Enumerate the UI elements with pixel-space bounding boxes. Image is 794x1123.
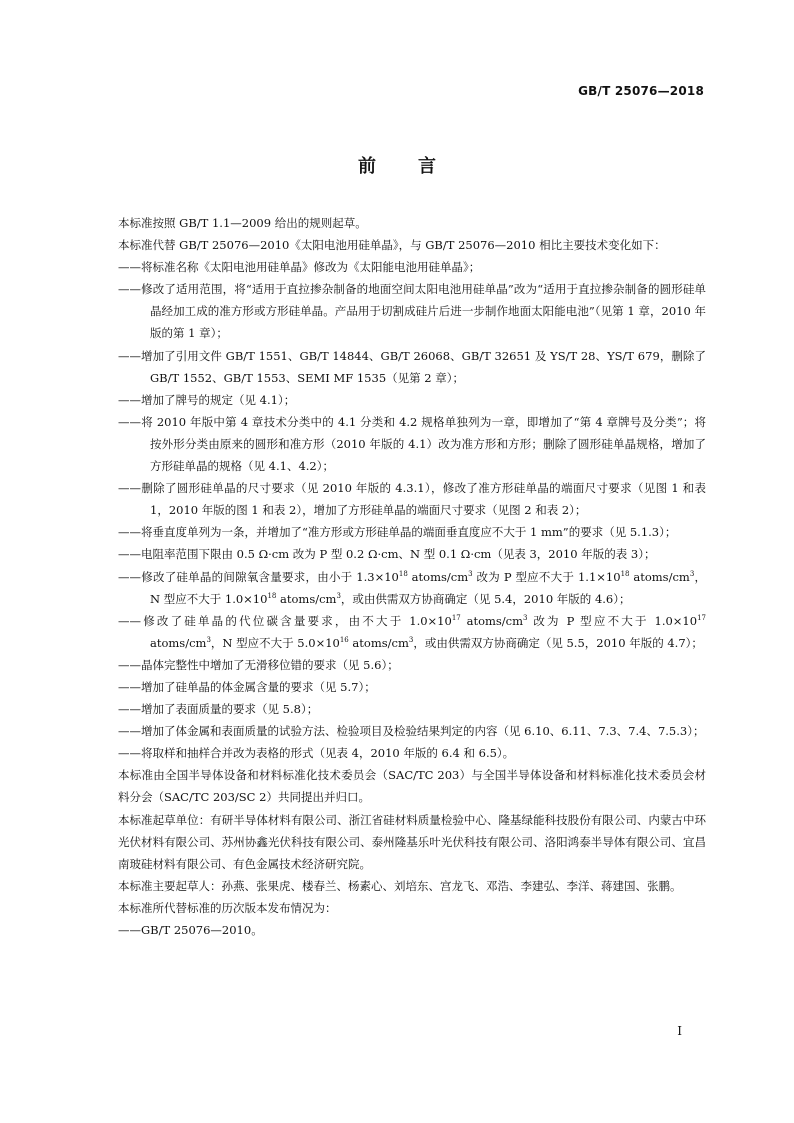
text: atoms/cm: [629, 569, 690, 584]
document-body: [118, 212, 706, 941]
text: atoms/cm: [150, 635, 207, 650]
list-item: ——修改了适用范围，将“适用于直拉掺杂制备的地面空间太阳电池用硅单晶”改为“适用于直拉掺杂制备的圆形硅单晶经加工成的准方形或方形硅单晶。产品用于切割成硅片后进一步制作地面太阳能电池”（见第 1 章，2010 年版的第 1 章）；: [118, 282, 706, 341]
exponent: 18: [620, 569, 630, 578]
list-item-history: ——GB/T 25076—2010。: [118, 923, 263, 937]
exponent: 3: [523, 613, 528, 622]
list-item: ——将取样和抽样合并改为表格的形式（见表 4，2010 年版的 6.4 和 6.5）。: [118, 746, 515, 761]
exponent: 3: [408, 635, 414, 644]
text: atoms/cm: [407, 569, 469, 584]
list-item: ——增加了硅单晶的体金属含量的要求（见 5.7）；: [118, 679, 376, 694]
list-item: ——将垂直度单列为一条，并增加了“准方形或方形硅单晶的端面垂直度应不大于 1 mm”的要求（见 5.1.3）；: [118, 525, 677, 540]
paragraph-history: 本标准所代替标准的历次版本发布情况为：: [118, 900, 337, 915]
text: atoms/cm: [348, 635, 409, 650]
text: atoms/cm: [460, 613, 524, 628]
list-item: ——增加了表面质量的要求（见 5.8）；: [118, 702, 319, 717]
text: ，或由供需双方协商确定（见 5.4，2010 年版的 4.6）；: [340, 591, 631, 606]
exponent: 16: [339, 635, 349, 644]
list-item-carbon: [118, 610, 706, 654]
text: ，或由供需双方协商确定（见 5.5，2010 年版的 4.7）；: [413, 635, 703, 650]
text: 改为 P 型应不大于 1.1×10: [472, 569, 621, 584]
list-item: ——晶体完整性中增加了无滑移位错的要求（见 5.6）；: [118, 657, 399, 672]
page-title: 前言: [358, 156, 478, 177]
text: ——修改了硅单晶的间隙氧含量要求，由小于 1.3×10: [118, 569, 399, 584]
list-item: ——增加了牌号的规定（见 4.1）；: [118, 392, 296, 407]
paragraph-drafting-units: 本标准起草单位：有研半导体材料有限公司、浙江省硅材料质量检验中心、隆基绿能科技股份有限公司、内蒙古中环光伏材料有限公司、苏州协鑫光伏科技有限公司、泰州隆基乐叶光伏科技有限公司、洛阳鸿泰半导体有限公司、宜昌南玻硅材料有限公司、有色金属技术经济研究院。: [118, 812, 706, 871]
list-item: ——将 2010 年版中第 4 章技术分类中的 4.1 分类和 4.2 规格单独列为一章，即增加了“第 4 章牌号及分类”；将按外形分类由原来的圆形和准方形（2010 年版的 4.1）改为准方形和方形；删除了圆形硅单晶规格，增加了方形硅单晶的规格（见 4.1、4.2）；: [118, 414, 706, 474]
exponent: 18: [398, 569, 408, 578]
exponent: 17: [697, 613, 706, 622]
page-number: I: [677, 1024, 682, 1038]
paragraph-proposer: 本标准由全国半导体设备和材料标准化技术委员会（SAC/TC 203）与全国半导体设备和材料标准化技术委员会材料分会（SAC/TC 203/SC 2）共同提出并归口。: [118, 768, 706, 805]
exponent: 3: [689, 569, 695, 578]
list-item: ——删除了圆形硅单晶的尺寸要求（见 2010 年版的 4.3.1），修改了准方形硅单晶的端面尺寸要求（见图 1 和表 1，2010 年版的图 1 和表 2），增加了方形硅单晶的端面尺寸要求（见图 2 和表 2）；: [118, 481, 706, 518]
text: atoms/cm: [276, 591, 337, 606]
text: ——修改了硅单晶的代位碳含量要求，由不大于 1.0×10: [118, 613, 452, 628]
list-item: ——增加了体金属和表面质量的试验方法、检验项目及检验结果判定的内容（见 6.10、6.11、7.3、7.4、7.5.3）；: [118, 724, 705, 739]
exponent: 3: [336, 591, 341, 600]
standard-number: GB/T 25076—2018: [578, 84, 704, 98]
paragraph-drafters: 本标准主要起草人：孙燕、张果虎、楼春兰、杨素心、刘培东、宫龙飞、邓浩、李建弘、李洋、蒋建国、张鹏。: [118, 878, 682, 893]
paragraph-drafting-rules: 本标准按照 GB/T 1.1—2009 给出的规则起草。: [118, 216, 367, 230]
exponent: 3: [206, 635, 211, 644]
text: 改为 P 型应不大于 1.0×10: [527, 613, 698, 628]
list-item-oxygen: [118, 566, 706, 610]
exponent: 17: [451, 613, 461, 622]
exponent: 3: [468, 569, 473, 578]
list-item: ——将标准名称《太阳电池用硅单晶》修改为《太阳能电池用硅单晶》；: [118, 260, 481, 275]
list-item: ——电阻率范围下限由 0.5 Ω·cm 改为 P 型 0.2 Ω·cm、N 型 0.1 Ω·cm（见表 3，2010 年版的表 3）；: [118, 547, 656, 562]
text: ，N 型应不大于 1.0×10: [150, 569, 707, 606]
paragraph-replaces: 本标准代替 GB/T 25076—2010《太阳电池用硅单晶》，与 GB/T 25076—2010 相比主要技术变化如下：: [118, 238, 666, 253]
text: ，N 型应不大于 5.0×10: [210, 635, 340, 650]
list-item: ——增加了引用文件 GB/T 1551、GB/T 14844、GB/T 26068、GB/T 32651 及 YS/T 28、YS/T 679，删除了 GB/T 1552、GB/T 1553、SEMI MF 1535（见第 2 章）；: [118, 348, 706, 385]
exponent: 18: [267, 591, 277, 600]
